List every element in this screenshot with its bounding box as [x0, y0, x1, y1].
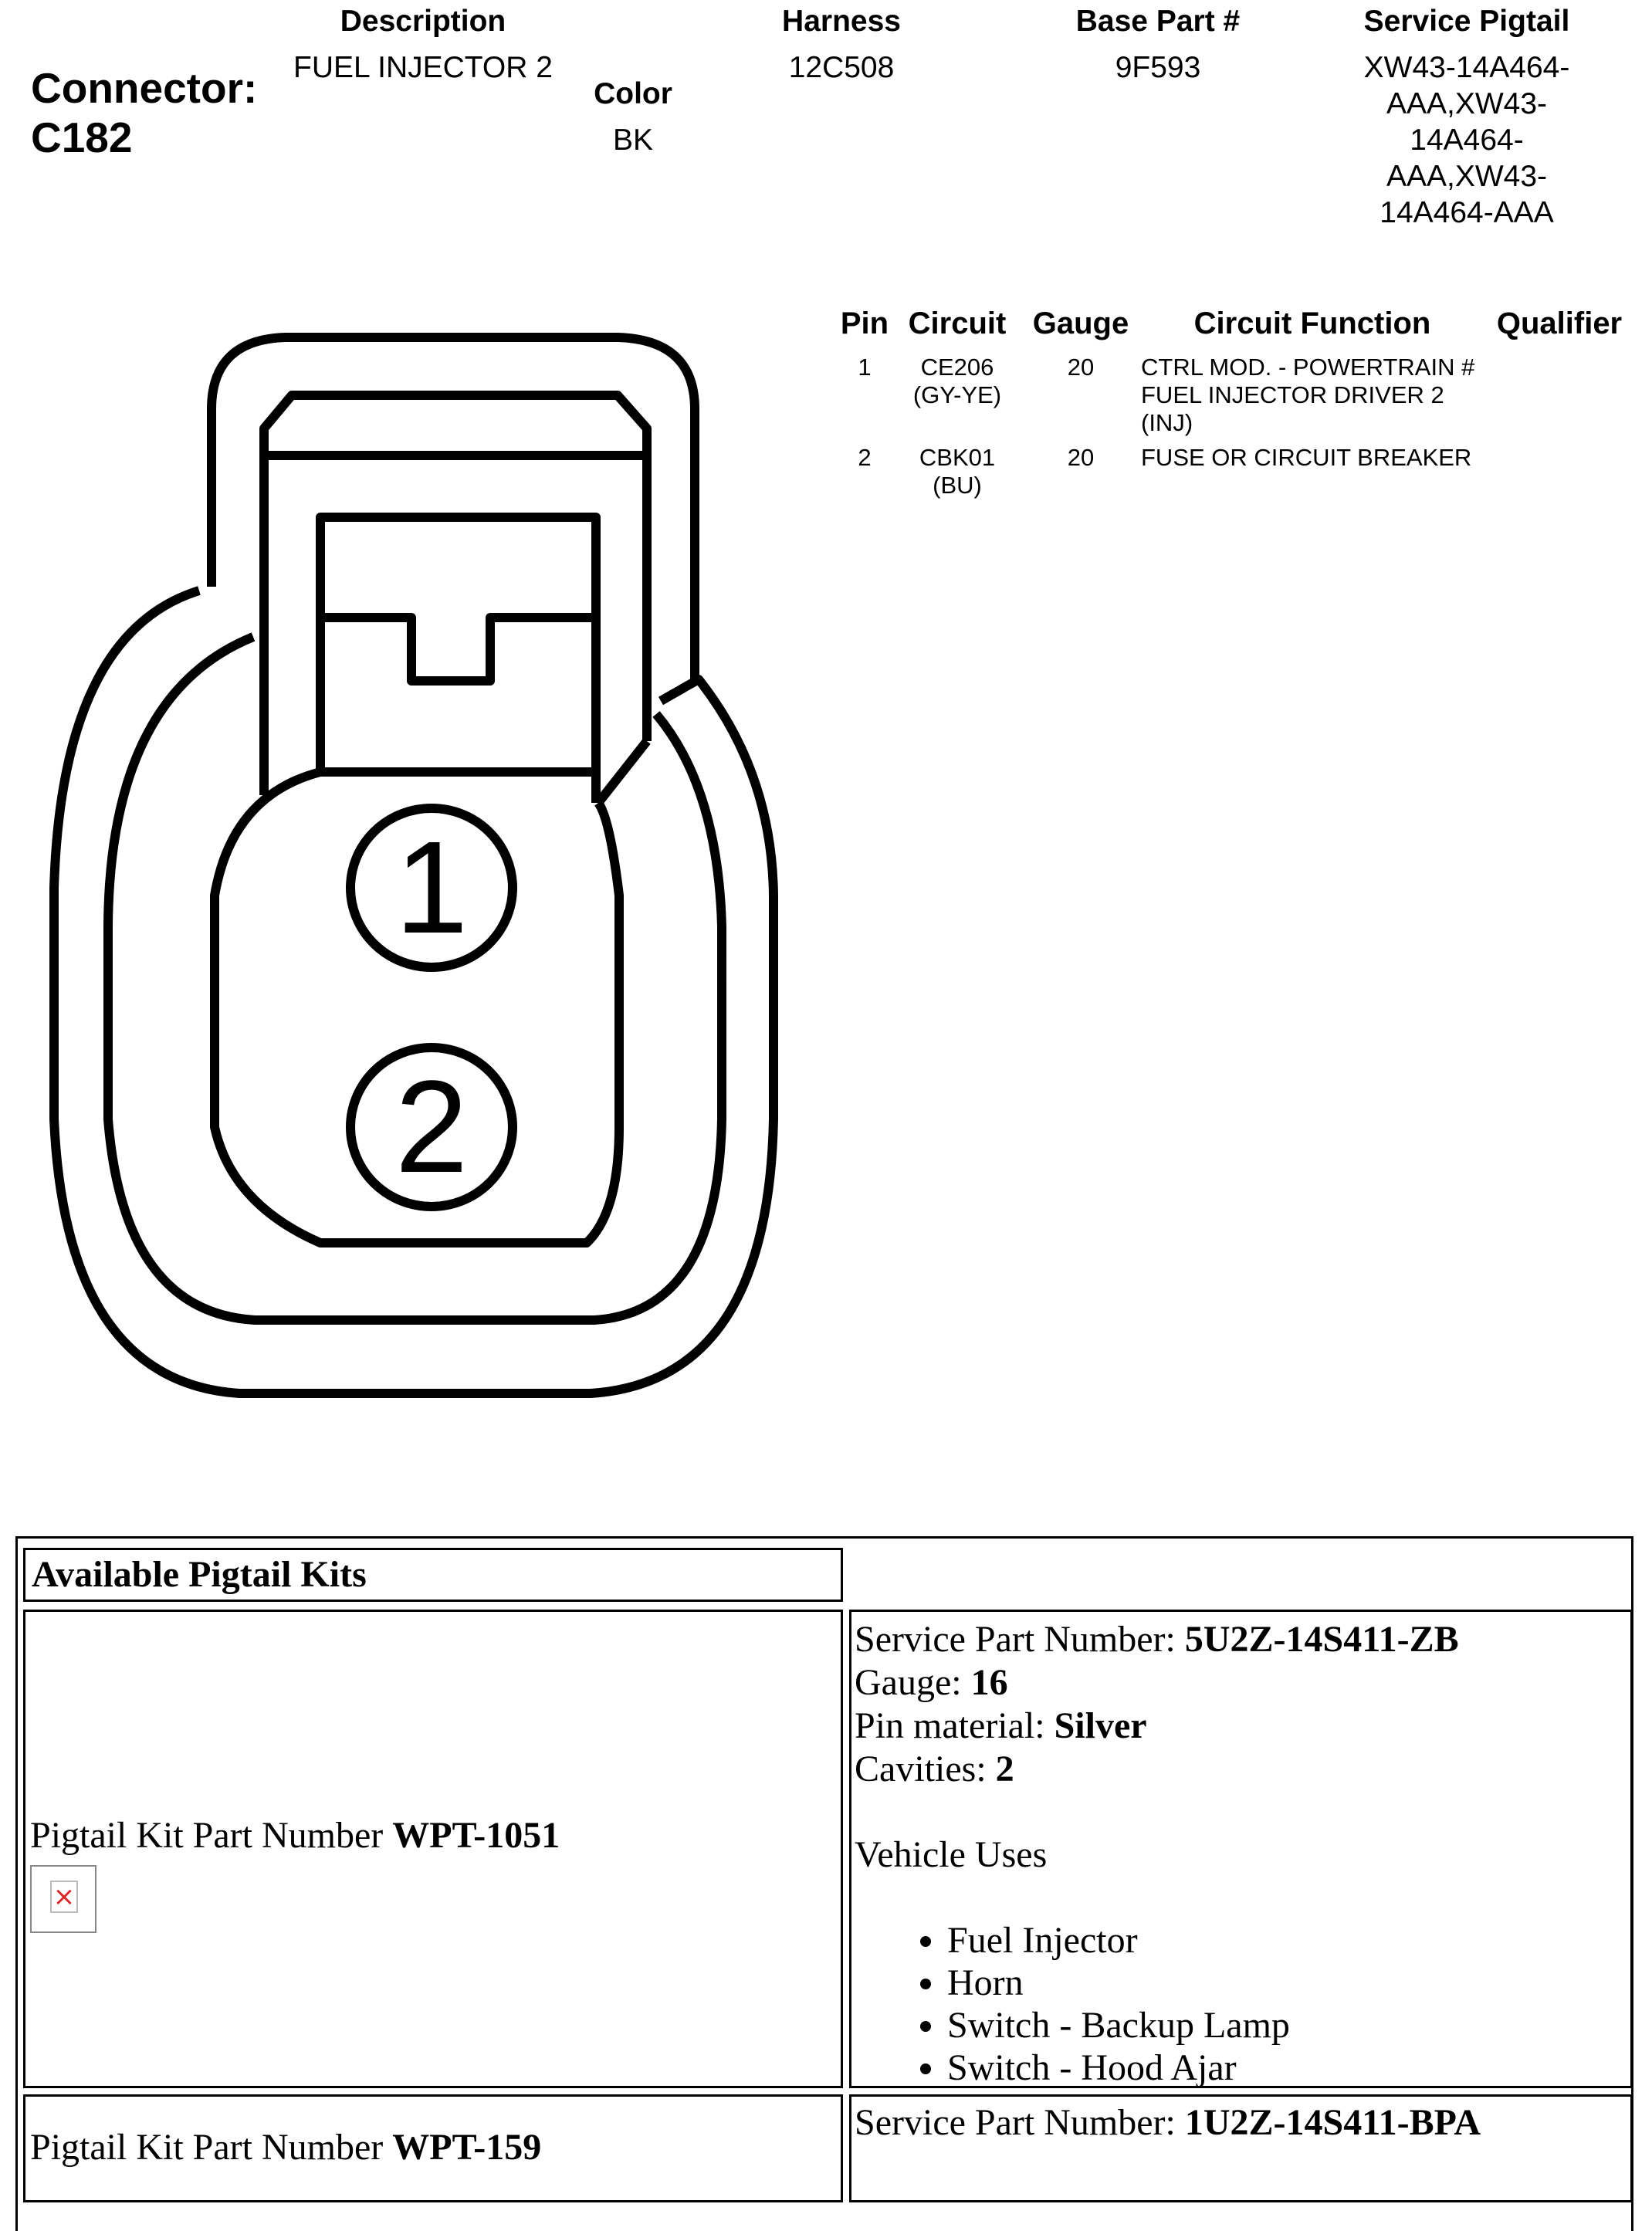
connector-label: Connector: [31, 64, 258, 112]
service-pigtail-header: Service Pigtail [1363, 5, 1570, 38]
description-value: FUEL INJECTOR 2 [293, 51, 553, 84]
pigtail-kit-1-cell [23, 1610, 843, 2088]
harness-value: 12C508 [788, 51, 895, 84]
pigtail-kit-2-number: Pigtail Kit Part Number WPT-159 [30, 2127, 542, 2168]
color-value: BK [612, 124, 654, 157]
service-pigtail-value: XW43-14A464- AAA,XW43- 14A464- AAA,XW43- 14A464-AAA [1363, 51, 1570, 229]
connector-id: C182 [31, 113, 133, 161]
latch-tab [320, 618, 596, 681]
latch-side-slope [598, 741, 647, 803]
pigtail-kit-1-number: Pigtail Kit Part Number WPT-1051 [30, 1815, 560, 1856]
pigtail-kit-2-cell [23, 2094, 843, 2202]
circuit-function-column-header: Circuit Function [1193, 306, 1431, 340]
qualifier-column-header: Qualifier [1496, 306, 1623, 340]
vehicle-uses-label: Vehicle Uses [855, 1834, 1048, 1875]
pin-row-2-pin: 2 [858, 444, 872, 471]
pin-row-2-function: FUSE OR CIRCUIT BREAKER [1141, 444, 1472, 471]
pin-material-1: Pin material: Silver [855, 1705, 1147, 1746]
pigtail-kit-1-details [849, 1610, 1633, 2088]
vehicle-uses-list [855, 1919, 1459, 2089]
connector-face-diagram [0, 0, 849, 1467]
description-header: Description [340, 5, 506, 38]
pin-column-header: Pin [840, 306, 889, 340]
vehicle-use-item: • Horn [947, 1962, 1459, 2004]
service-part-number-1: Service Part Number: 5U2Z-14S411-ZB [855, 1619, 1459, 1660]
pin-1-label: 1 [394, 814, 469, 961]
pin-row-2-gauge: 20 [1067, 444, 1095, 471]
pigtail-kits-title: Available Pigtail Kits [23, 1548, 843, 1602]
pin-row-1-gauge: 20 [1067, 354, 1095, 381]
connector-outer-hood [212, 337, 695, 679]
pigtail-kit-2-details [849, 2094, 1633, 2202]
base-part-value: 9F593 [1115, 51, 1201, 84]
pin-row-1-function: CTRL MOD. - POWERTRAIN # FUEL INJECTOR DRIVER 2 (INJ) [1141, 354, 1475, 436]
vehicle-use-item: • Switch - Backup Lamp [947, 2004, 1459, 2046]
base-part-header: Base Part # [1075, 5, 1241, 38]
gauge-column-header: Gauge [1032, 306, 1129, 340]
pin-row-1-circuit: CE206 (GY-YE) [912, 354, 1002, 408]
gauge-1: Gauge: 16 [855, 1662, 1008, 1703]
circuit-column-header: Circuit [908, 306, 1007, 340]
cavities-1: Cavities: 2 [855, 1749, 1014, 1789]
service-part-number-2: Service Part Number: 1U2Z-14S411-BPA [855, 2102, 1481, 2143]
connector-inner-body [108, 637, 722, 1320]
pin-2-label: 2 [394, 1054, 469, 1200]
vehicle-use-item: • Switch - Hood Ajar [947, 2046, 1459, 2089]
pin-row-1-pin: 1 [858, 354, 872, 381]
color-header: Color [594, 77, 672, 110]
pin-row-2-circuit: CBK01 (BU) [919, 444, 996, 499]
latch-window [320, 517, 596, 803]
harness-header: Harness [782, 5, 901, 38]
vehicle-use-item: • Fuel Injector [947, 1919, 1459, 1962]
broken-image-icon: × [30, 1865, 96, 1933]
